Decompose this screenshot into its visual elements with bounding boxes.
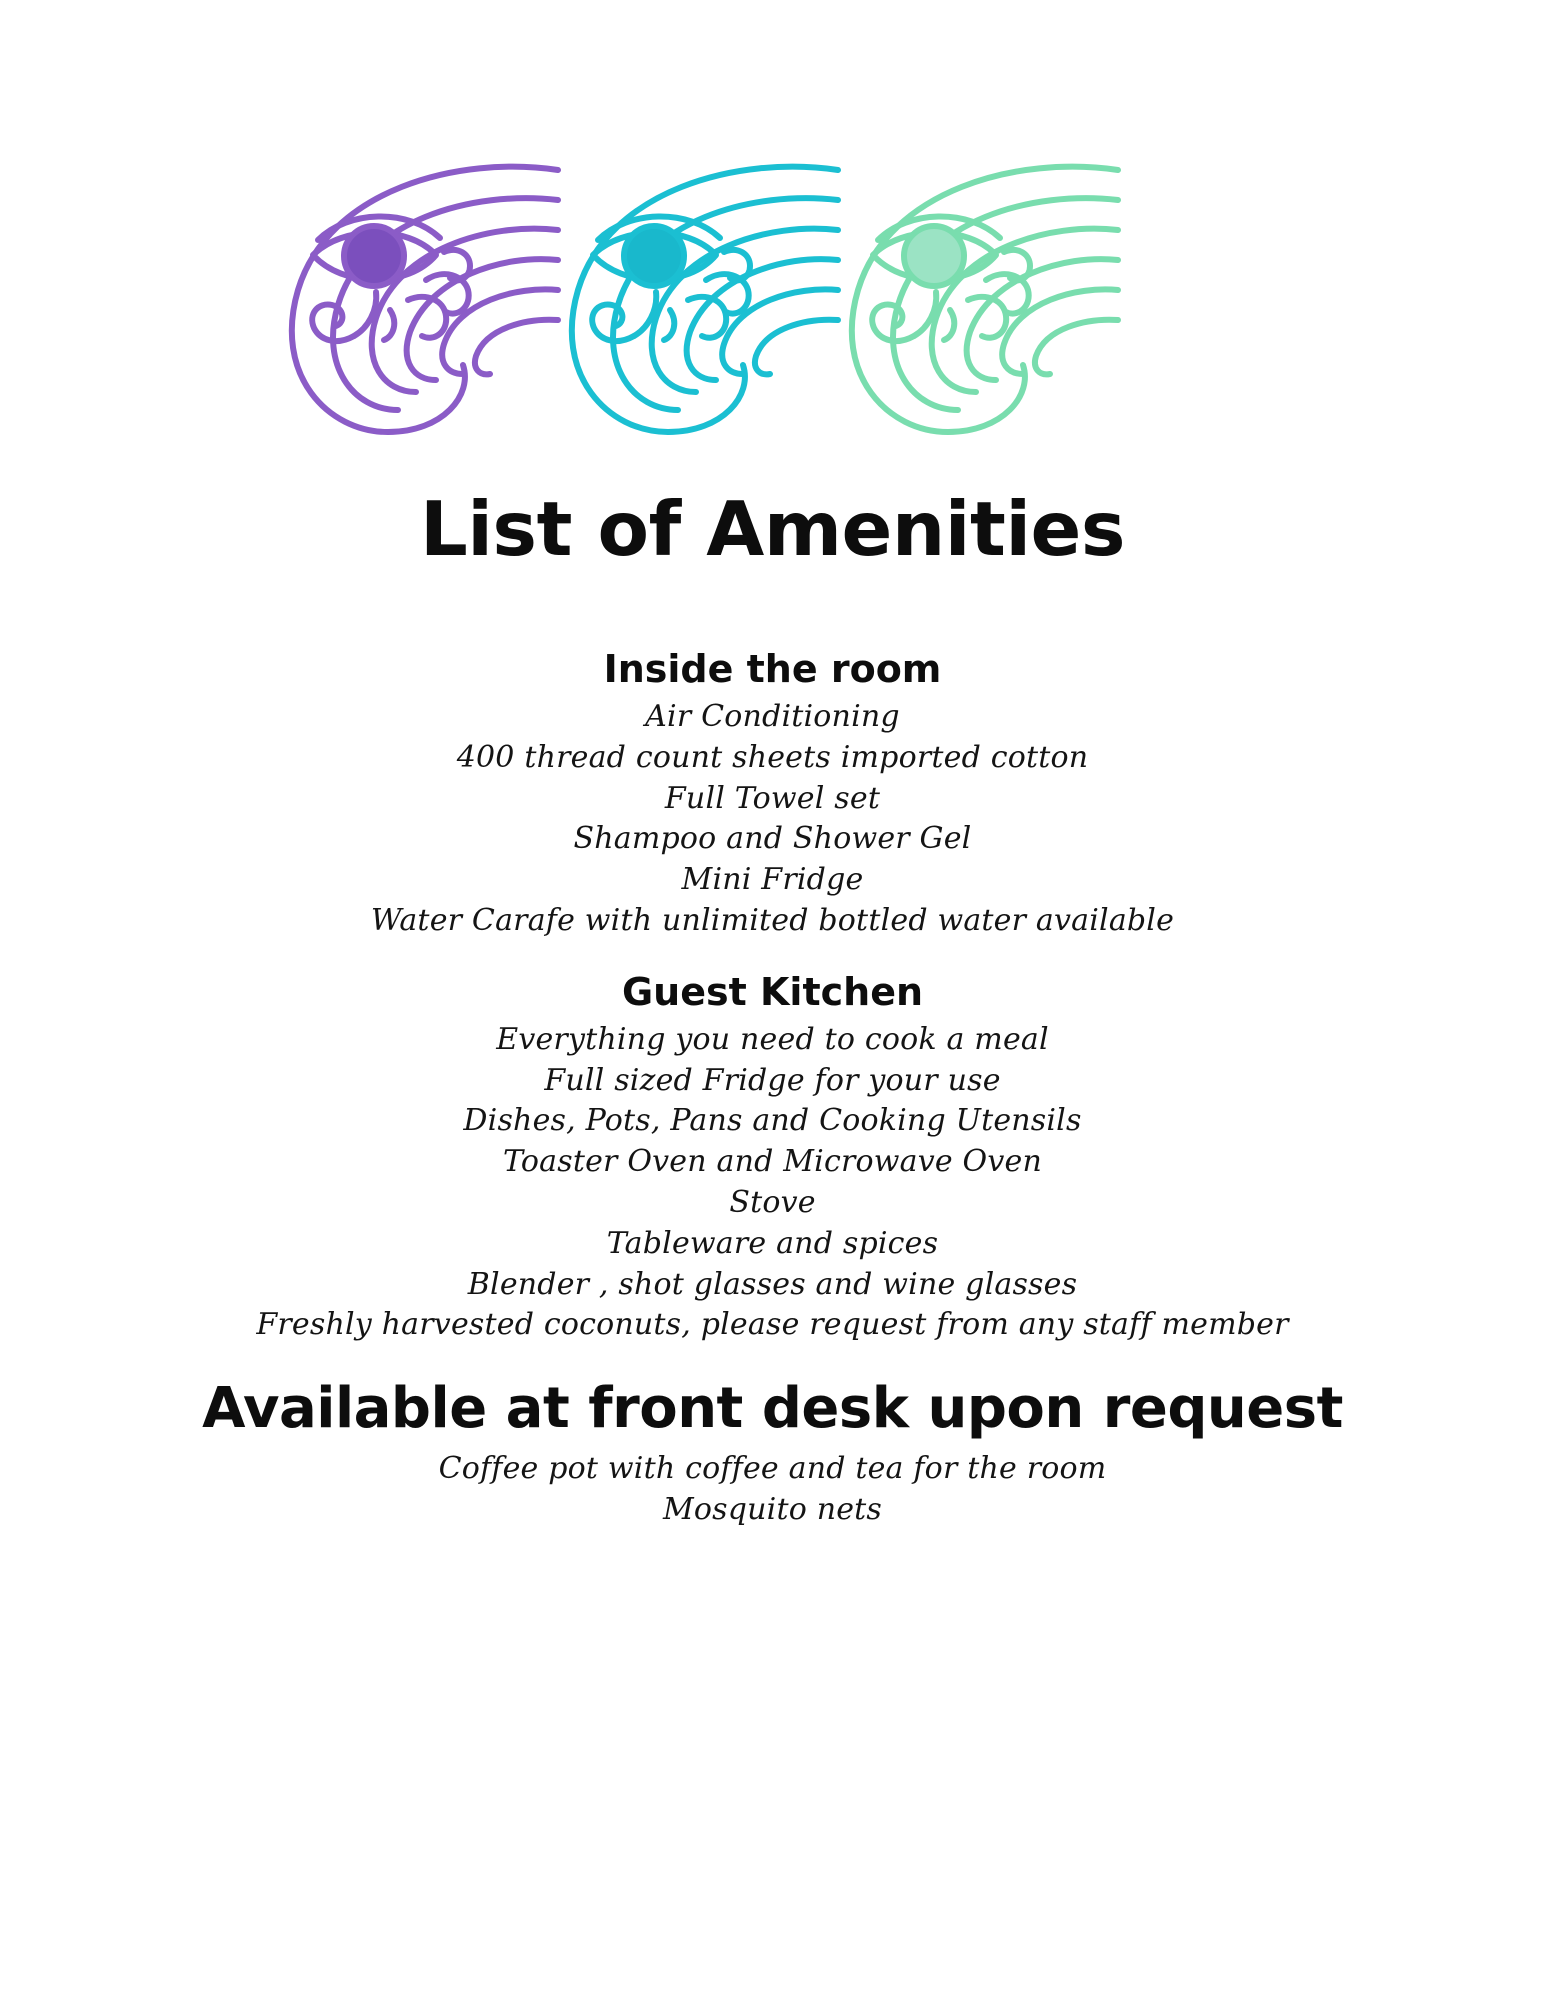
list-item: Mosquito nets bbox=[662, 1491, 883, 1527]
amenities-list bbox=[0, 1020, 1545, 1346]
list-item: Water Carafe with unlimited bottled water available bbox=[370, 902, 1175, 938]
section-heading: Available at front desk upon request bbox=[202, 1376, 1343, 1442]
list-item: Everything you need to cook a meal bbox=[496, 1021, 1049, 1057]
list-item: Dishes, Pots, Pans and Cooking Utensils bbox=[463, 1103, 1082, 1139]
list-item: Full Towel set bbox=[664, 780, 881, 816]
section-heading: Inside the room bbox=[603, 647, 942, 691]
list-item: 400 thread count sheets imported cotton bbox=[456, 739, 1089, 775]
page-title: List of Amenities bbox=[419, 485, 1126, 573]
list-item: Mini Fridge bbox=[681, 862, 864, 898]
section-guest-kitchen bbox=[0, 942, 1545, 1346]
list-item: Air Conditioning bbox=[645, 699, 900, 734]
list-item: Toaster Oven and Microwave Oven bbox=[503, 1144, 1042, 1180]
section-inside-the-room bbox=[0, 619, 1545, 942]
list-item: Freshly harvested coconuts, please request from any staff member bbox=[256, 1307, 1289, 1343]
list-item: Full sized Fridge for your use bbox=[544, 1062, 1001, 1098]
section-heading: Guest Kitchen bbox=[621, 969, 924, 1014]
list-item: Shampoo and Shower Gel bbox=[573, 821, 972, 857]
list-item: Stove bbox=[729, 1184, 816, 1220]
amenities-list bbox=[0, 1449, 1545, 1531]
section-front-desk-request bbox=[0, 1346, 1545, 1531]
list-item: Coffee pot with coffee and tea for the room bbox=[438, 1451, 1107, 1487]
amenities-list bbox=[0, 697, 1545, 942]
list-item: Blender , shot glasses and wine glasses bbox=[467, 1266, 1078, 1302]
list-item: Tableware and spices bbox=[606, 1225, 939, 1261]
three-wave-faces-logo bbox=[248, 150, 1298, 450]
